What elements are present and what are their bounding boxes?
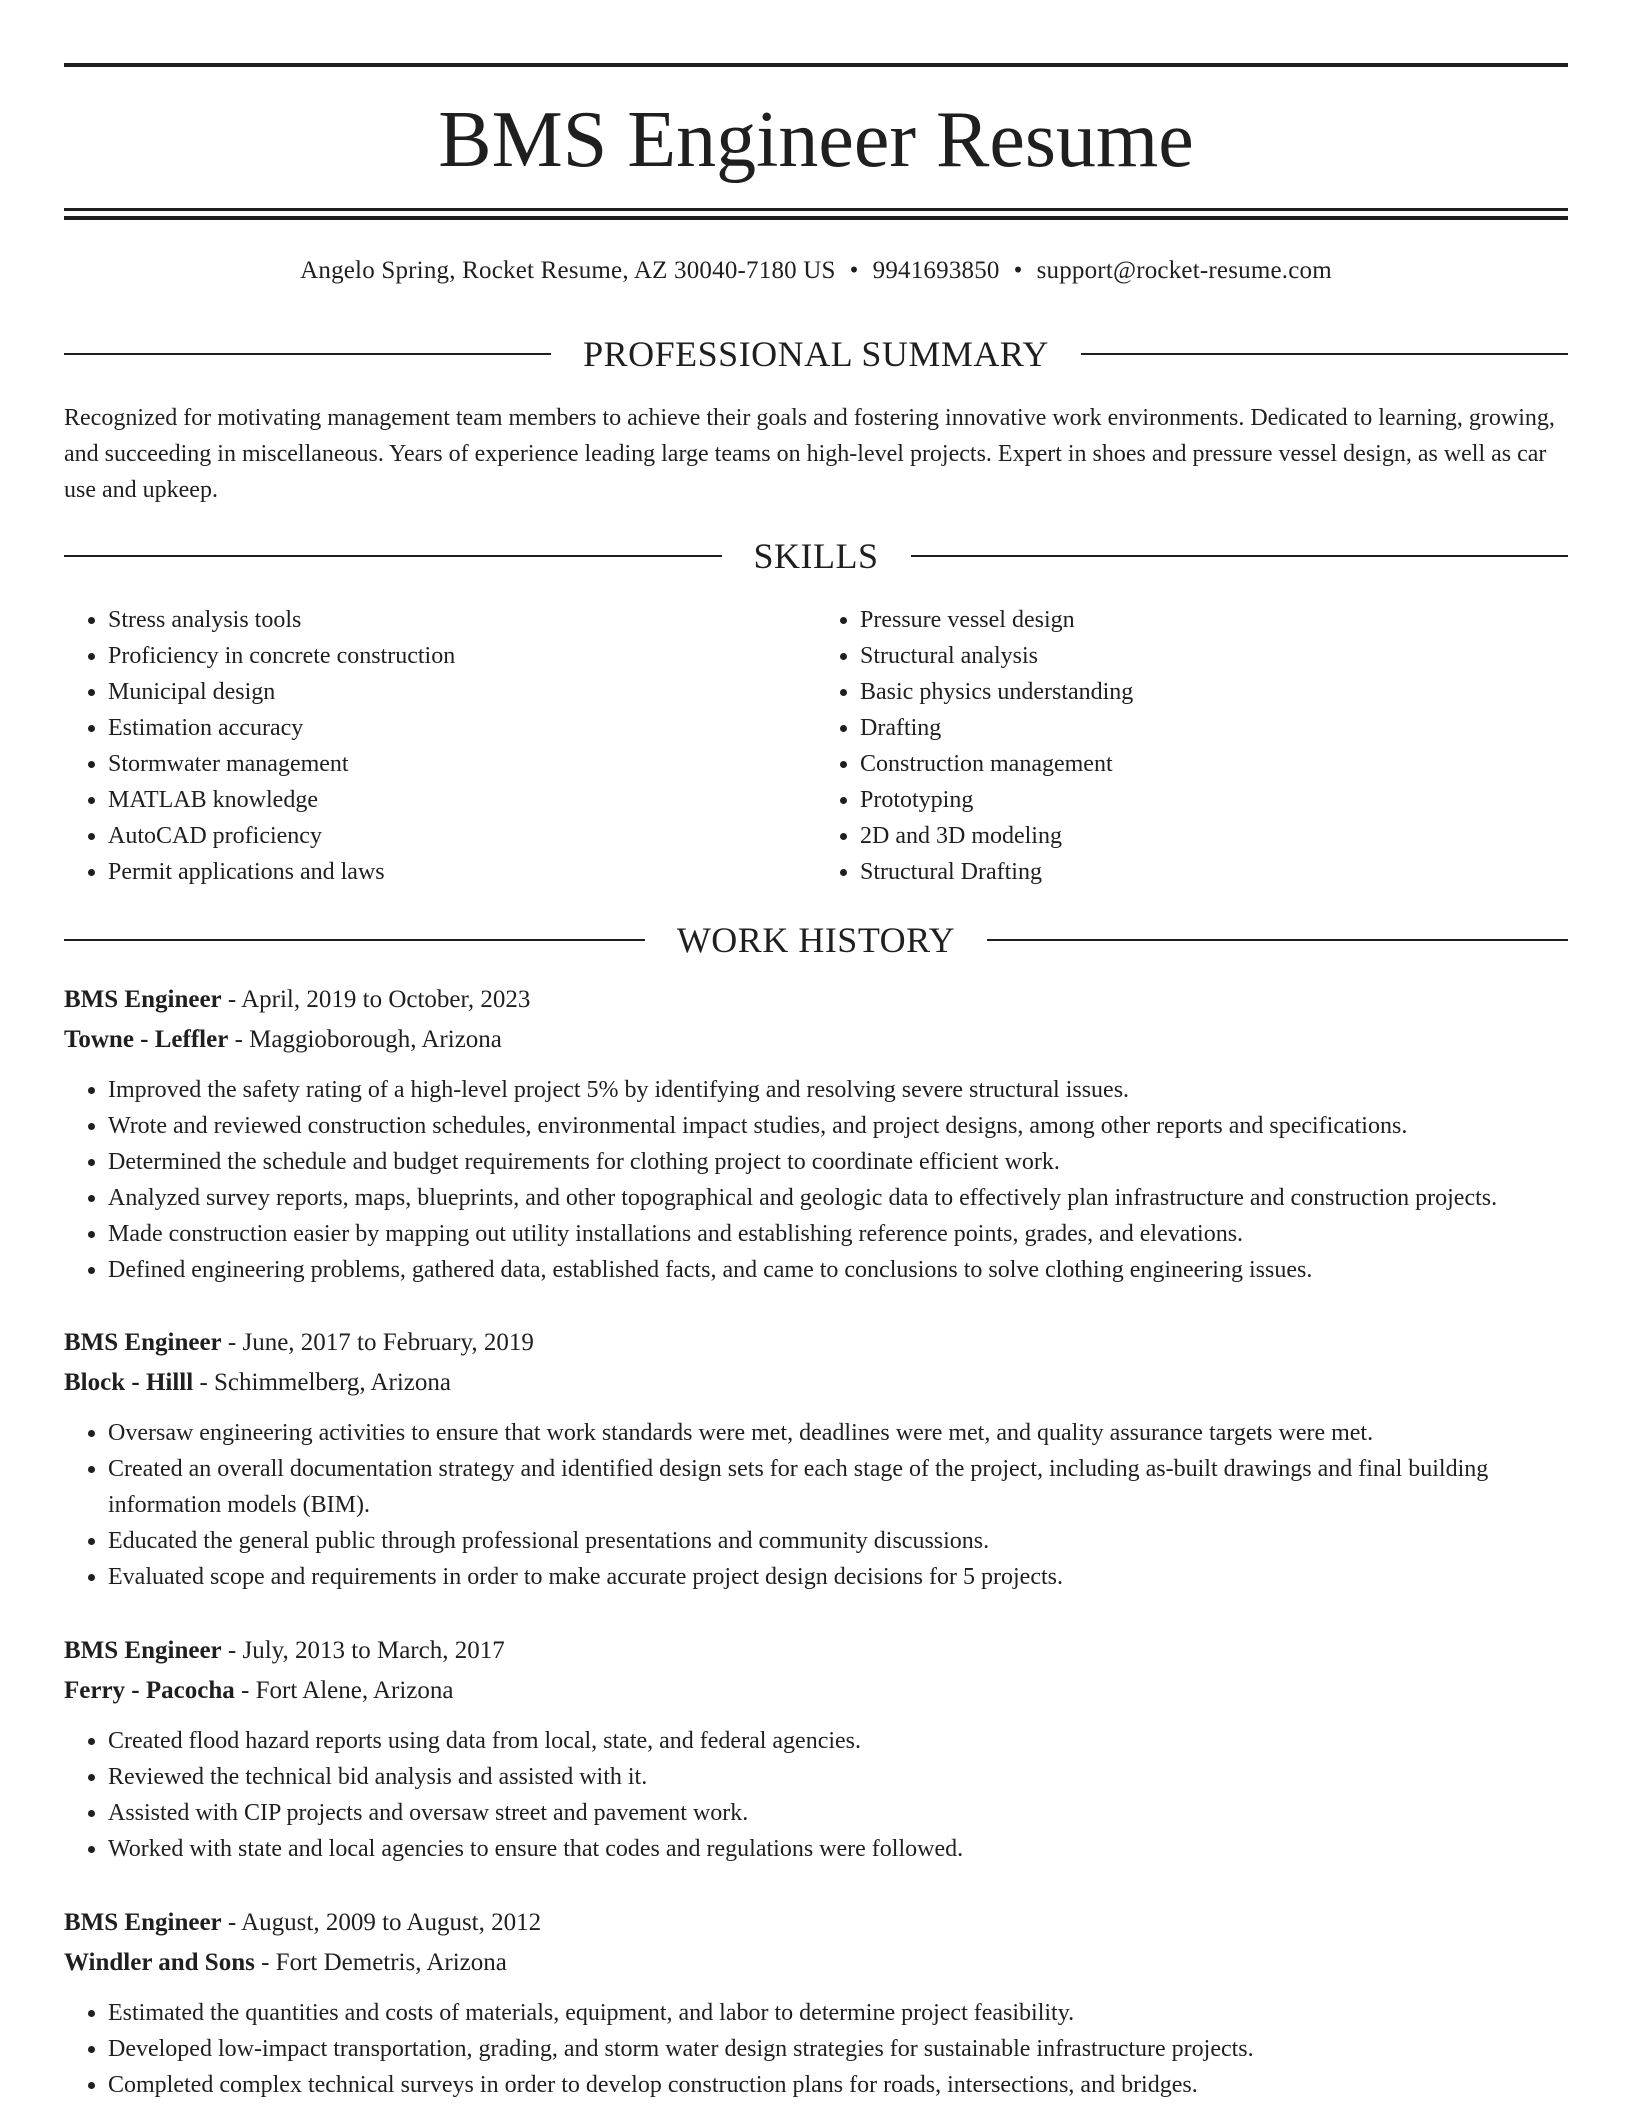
job-dates: - August, 2009 to August, 2012 <box>221 1909 542 1936</box>
job-bullet: • Reviewed the technical bid analysis and assisted with it. <box>108 1759 1568 1795</box>
job-bullet: • Made construction easier by mapping out utility installations and establishing reference points, grades, and elevations. <box>108 1216 1568 1252</box>
job-title: BMS Engineer <box>64 1329 222 1356</box>
skill-item: • Construction management <box>860 746 1568 782</box>
summary-heading <box>64 332 1568 376</box>
job-bullet: • Analyzed survey reports, maps, blueprints, and other topographical and geologic data to effectively plan infrastructure and construction projects. <box>108 1180 1568 1216</box>
job-location: - Maggioborough, Arizona <box>228 1026 502 1053</box>
header-bottom-rule-thin <box>64 208 1568 211</box>
skill-item: • Structural Drafting <box>860 854 1568 890</box>
job-dates: - April, 2019 to October, 2023 <box>221 986 531 1013</box>
skills-heading <box>64 534 1568 578</box>
work-history-heading <box>64 918 1568 962</box>
job-title: BMS Engineer <box>64 986 222 1013</box>
job-bullet: • Wrote and reviewed construction schedules, environmental impact studies, and project designs, among other reports and specifications. <box>108 1108 1568 1144</box>
skill-item: • Structural analysis <box>860 638 1568 674</box>
contact-separator: • <box>849 257 859 284</box>
job-title: BMS Engineer <box>64 1909 222 1936</box>
job-bullets <box>64 1723 1568 1867</box>
job-bullet: • Oversaw engineering activities to ensure that work standards were met, deadlines were met, and quality assurance targets were met. <box>108 1415 1568 1451</box>
skill-item: • Stormwater management <box>108 746 816 782</box>
contact-email: support@rocket-resume.com <box>1036 257 1332 284</box>
skill-item: • MATLAB knowledge <box>108 782 816 818</box>
job-bullet: • Defined engineering problems, gathered data, established facts, and came to conclusions to solve clothing engineering issues. <box>108 1252 1568 1288</box>
job-bullet: • Improved the safety rating of a high-level project 5% by identifying and resolving severe structural issues. <box>108 1072 1568 1108</box>
job-company-line <box>64 1363 1568 1403</box>
skill-item: • Pressure vessel design <box>860 602 1568 638</box>
job-company: Ferry - Pacocha <box>64 1677 235 1704</box>
skill-item: • Proficiency in concrete construction <box>108 638 816 674</box>
contact-separator: • <box>1013 257 1023 284</box>
skill-item: • Estimation accuracy <box>108 710 816 746</box>
skill-item: • Stress analysis tools <box>108 602 816 638</box>
contact-line <box>64 255 1568 287</box>
job-bullet: • Evaluated scope and requirements in order to make accurate project design decisions for 5 projects. <box>108 1559 1568 1595</box>
heading-rule-left <box>64 555 722 557</box>
skills-list-right <box>816 602 1568 890</box>
job-bullets <box>64 1415 1568 1595</box>
skills-list-left <box>64 602 816 890</box>
skills-heading-label: SKILLS <box>753 536 879 576</box>
skill-item: • Prototyping <box>860 782 1568 818</box>
job-bullet: • Developed low-impact transportation, grading, and storm water design strategies for sustainable infrastructure projects. <box>108 2031 1568 2067</box>
job-bullet: • Created an overall documentation strategy and identified design sets for each stage of the project, including as-built drawings and final building information models (BIM). <box>108 1451 1568 1523</box>
job-company: Windler and Sons <box>64 1949 255 1976</box>
job-bullet: • Estimated the quantities and costs of materials, equipment, and labor to determine project feasibility. <box>108 1995 1568 2031</box>
job-location: - Fort Demetris, Arizona <box>254 1949 507 1976</box>
job-entry <box>64 1903 1568 2103</box>
contact-phone: 9941693850 <box>872 257 1000 284</box>
job-bullets <box>64 1995 1568 2103</box>
header-bottom-rule-thick <box>64 216 1568 220</box>
skill-item: • 2D and 3D modeling <box>860 818 1568 854</box>
job-dates: - June, 2017 to February, 2019 <box>221 1329 534 1356</box>
job-dates: - July, 2013 to March, 2017 <box>221 1637 505 1664</box>
job-location: - Fort Alene, Arizona <box>234 1677 454 1704</box>
summary-text: Recognized for motivating management team members to achieve their goals and fostering innovative work environments. Dedicated to learning, growing, and succeeding in miscellaneous. Years of experience leading large teams on high-level projects. Expert in shoes and pressure vessel design, as well as car use and upkeep. <box>64 405 1555 503</box>
job-title-line <box>64 980 1568 1020</box>
skill-item: • Basic physics understanding <box>860 674 1568 710</box>
skills-columns <box>64 602 1568 890</box>
heading-rule-right <box>1081 353 1568 355</box>
job-bullet: • Completed complex technical surveys in order to develop construction plans for roads, intersections, and bridges. <box>108 2067 1568 2103</box>
skill-item: • Municipal design <box>108 674 816 710</box>
job-company: Towne - Leffler <box>64 1026 229 1053</box>
skill-item: • Drafting <box>860 710 1568 746</box>
job-title-line <box>64 1631 1568 1671</box>
job-entry <box>64 1323 1568 1595</box>
skill-item: • AutoCAD proficiency <box>108 818 816 854</box>
job-company-line <box>64 1943 1568 1983</box>
job-bullet: • Worked with state and local agencies to ensure that codes and regulations were followed. <box>108 1831 1568 1867</box>
skill-item: • Permit applications and laws <box>108 854 816 890</box>
job-entry <box>64 980 1568 1288</box>
heading-rule-right <box>987 939 1568 941</box>
heading-rule-left <box>64 939 645 941</box>
job-title: BMS Engineer <box>64 1637 222 1664</box>
job-company: Block - Hilll <box>64 1369 194 1396</box>
job-bullet: • Educated the general public through professional presentations and community discussions. <box>108 1523 1568 1559</box>
job-title-line <box>64 1323 1568 1363</box>
job-company-line <box>64 1020 1568 1060</box>
job-company-line <box>64 1671 1568 1711</box>
job-entry <box>64 1631 1568 1867</box>
header-top-rule <box>64 63 1568 67</box>
job-location: - Schimmelberg, Arizona <box>193 1369 451 1396</box>
job-bullet: • Created flood hazard reports using data from local, state, and federal agencies. <box>108 1723 1568 1759</box>
job-bullet: • Assisted with CIP projects and oversaw street and pavement work. <box>108 1795 1568 1831</box>
summary-heading-label: PROFESSIONAL SUMMARY <box>583 334 1049 374</box>
job-bullets <box>64 1072 1568 1288</box>
resume-title: BMS Engineer Resume <box>438 96 1194 184</box>
work-history-heading-label: WORK HISTORY <box>676 920 956 960</box>
heading-rule-left <box>64 353 551 355</box>
heading-rule-right <box>911 555 1569 557</box>
contact-address: Angelo Spring, Rocket Resume, AZ 30040-7180 US <box>300 257 836 284</box>
job-title-line <box>64 1903 1568 1943</box>
job-bullet: • Determined the schedule and budget requirements for clothing project to coordinate efficient work. <box>108 1144 1568 1180</box>
